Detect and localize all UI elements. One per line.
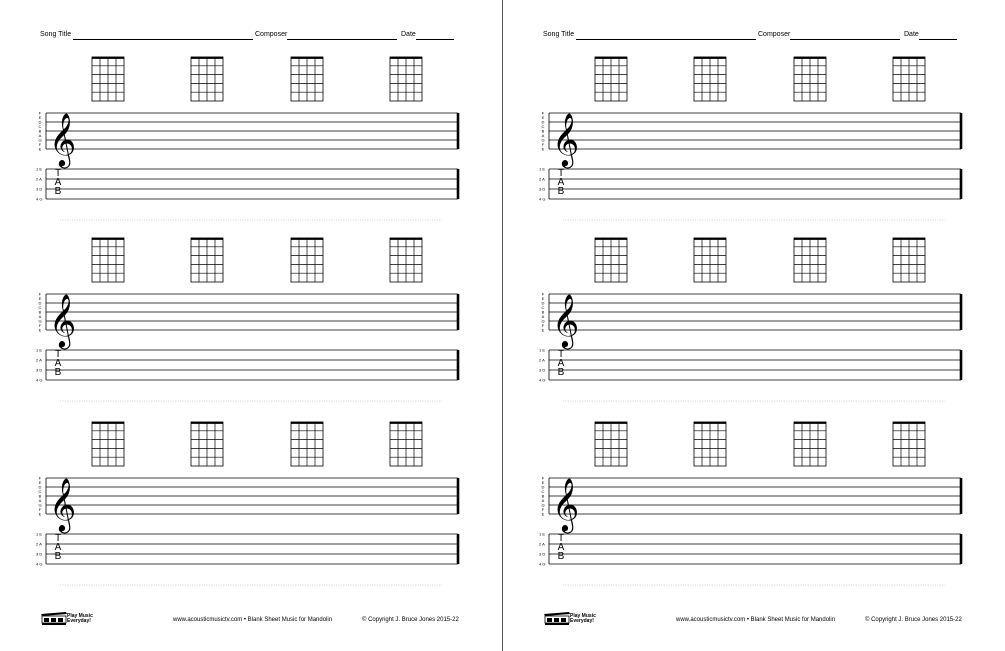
staff-note-label: C [541, 305, 545, 310]
staff-note-label: C [38, 124, 42, 129]
tab-string-label: 1 E [539, 347, 546, 353]
staff-note-label: F [541, 323, 545, 328]
staff-note-label: E [38, 327, 42, 333]
staff-note-label: A [38, 133, 42, 138]
composer-field[interactable] [790, 39, 900, 40]
staff-note-label: D [38, 484, 42, 490]
staff-note-label: G [38, 137, 42, 143]
tab-string-label: 2 A [36, 176, 42, 182]
staff-note-label: A [38, 498, 42, 503]
chord-diagram[interactable] [595, 238, 627, 282]
chord-diagram[interactable] [191, 422, 223, 466]
staff-note-label: E [541, 480, 545, 485]
chord-diagram[interactable] [694, 238, 726, 282]
composer-field[interactable] [287, 39, 397, 40]
page-header [0, 31, 502, 43]
tab-clef-letter: T [54, 533, 62, 544]
staff-note-label: D [541, 484, 545, 490]
tab-staff[interactable] [539, 532, 961, 567]
logo-text-everyday: Everyday! [67, 618, 91, 624]
music-system [0, 57, 502, 237]
tab-string-label: 2 A [539, 176, 545, 182]
chord-diagram[interactable] [291, 422, 323, 466]
chord-diagram[interactable] [794, 238, 826, 282]
staff-note-label: F [38, 291, 42, 297]
composer-label: Composer [255, 31, 288, 38]
date-label: Date [401, 31, 416, 38]
tab-clef-letter: T [557, 349, 565, 360]
tab-clef-letter: B [557, 186, 565, 197]
tab-clef-letter: A [557, 177, 565, 188]
tab-clef-letter: B [557, 367, 565, 378]
tab-clef-letter: B [54, 551, 62, 562]
tab-string-label: 4 G [36, 196, 43, 202]
tab-string-label: 3 D [539, 186, 546, 192]
staff-note-label: B [541, 128, 545, 134]
tab-string-label: 1 E [36, 347, 43, 353]
staff-note-label: G [38, 502, 42, 508]
song-title-label: Song Title [40, 31, 72, 38]
chord-diagram[interactable] [92, 238, 124, 282]
chord-diagram[interactable] [893, 422, 925, 466]
tab-clef-letter: T [54, 168, 62, 179]
chord-diagram[interactable] [595, 422, 627, 466]
chord-diagram[interactable] [595, 57, 627, 101]
staff-note-label: D [38, 300, 42, 306]
tab-string-label: 3 D [539, 367, 546, 373]
tab-clef-letter: T [54, 349, 62, 360]
tab-clef-letter: T [557, 533, 565, 544]
song-title-field[interactable] [576, 39, 756, 40]
page-footer [0, 610, 502, 630]
page-header [503, 31, 1005, 43]
tab-staff[interactable] [36, 532, 458, 567]
staff-note-label: A [541, 498, 545, 503]
staff-note-label: C [541, 124, 545, 129]
staff-note-label: F [541, 291, 545, 297]
tab-string-label: 4 G [36, 561, 43, 567]
staff-note-label: E [38, 146, 42, 152]
website-text[interactable]: www.acousticmusictv.com • Blank Sheet Music for Mandolin [676, 617, 836, 623]
chord-diagram[interactable] [291, 57, 323, 101]
tab-string-label: 3 D [36, 367, 43, 373]
staff-note-label: E [38, 296, 42, 301]
staff-note-label: E [541, 146, 545, 152]
chord-diagram[interactable] [694, 422, 726, 466]
music-system [503, 422, 1005, 602]
date-field[interactable] [416, 39, 454, 40]
tab-clef-letter: A [54, 358, 62, 369]
chord-diagram[interactable] [390, 57, 422, 101]
staff-note-label: C [38, 305, 42, 310]
tab-string-label: 1 E [539, 531, 546, 537]
treble-clef-icon: 𝄞 [49, 112, 77, 166]
music-system [0, 238, 502, 418]
staff-note-label: C [38, 489, 42, 494]
tab-string-label: 3 D [36, 186, 43, 192]
tab-string-label: 2 A [539, 541, 545, 547]
website-text[interactable]: www.acousticmusictv.com • Blank Sheet Music for Mandolin [173, 617, 333, 623]
staff-note-label: B [541, 493, 545, 499]
staff-note-label: F [541, 142, 545, 147]
chord-diagram[interactable] [893, 238, 925, 282]
staff-note-label: F [38, 475, 42, 481]
staff-note-label: G [38, 318, 42, 324]
staff-note-label: F [541, 475, 545, 481]
tab-clef-letter: B [557, 551, 565, 562]
tab-clef-letter: B [54, 367, 62, 378]
chord-diagram[interactable] [893, 57, 925, 101]
staff-note-label: G [541, 502, 545, 508]
tab-string-label: 1 E [36, 531, 43, 537]
tab-staff[interactable] [36, 167, 458, 202]
tab-clef-letter: T [557, 168, 565, 179]
chord-diagram[interactable] [794, 57, 826, 101]
tab-clef-letter: A [557, 542, 565, 553]
treble-staff[interactable] [38, 292, 458, 350]
tab-staff[interactable] [36, 348, 458, 383]
sheet-page-left [0, 0, 502, 651]
staff-note-label: B [38, 493, 42, 499]
tab-clef-letter: A [557, 358, 565, 369]
staff-note-label: F [38, 323, 42, 328]
chord-diagram[interactable] [390, 422, 422, 466]
chord-diagram[interactable] [191, 238, 223, 282]
staff-note-label: B [541, 309, 545, 315]
treble-clef-icon: 𝄞 [552, 477, 580, 531]
chord-diagram[interactable] [390, 238, 422, 282]
staff-note-label: C [541, 489, 545, 494]
composer-label: Composer [758, 31, 791, 38]
staff-note-label: A [38, 314, 42, 319]
tab-string-label: 2 A [539, 357, 545, 363]
staff-note-label: G [541, 318, 545, 324]
tab-clef-letter: B [54, 186, 62, 197]
music-system [503, 238, 1005, 418]
song-title-label: Song Title [543, 31, 575, 38]
date-label: Date [904, 31, 919, 38]
staff-note-label: E [541, 511, 545, 517]
staff-note-label: B [38, 128, 42, 134]
staff-note-label: F [541, 507, 545, 512]
logo-text-play-music: Play Music [570, 613, 596, 619]
tab-string-label: 4 G [539, 561, 546, 567]
treble-staff[interactable] [38, 111, 458, 169]
copyright-text: © Copyright J. Bruce Jones 2015-22 [865, 617, 962, 623]
tab-string-label: 4 G [539, 377, 546, 383]
staff-note-label: E [541, 296, 545, 301]
date-field[interactable] [919, 39, 957, 40]
chord-diagram[interactable] [92, 422, 124, 466]
page-footer [503, 610, 1005, 630]
staff-note-label: F [541, 110, 545, 116]
tab-clef-letter: A [54, 542, 62, 553]
music-system [0, 422, 502, 602]
play-music-everyday-logo [543, 610, 601, 630]
tab-string-label: 1 E [36, 166, 43, 172]
staff-note-label: E [38, 480, 42, 485]
staff-note-label: A [541, 314, 545, 319]
tab-string-label: 4 G [36, 377, 43, 383]
staff-note-label: F [38, 110, 42, 116]
tab-clef-letter: A [54, 177, 62, 188]
treble-staff[interactable] [541, 476, 961, 534]
staff-note-label: A [541, 133, 545, 138]
chord-diagram[interactable] [694, 57, 726, 101]
tab-string-label: 3 D [539, 551, 546, 557]
staff-note-label: E [541, 115, 545, 120]
staff-note-label: D [541, 300, 545, 306]
music-system [503, 57, 1005, 237]
staff-note-label: G [541, 137, 545, 143]
tab-staff[interactable] [539, 348, 961, 383]
staff-note-label: D [38, 119, 42, 125]
treble-staff[interactable] [38, 476, 458, 534]
treble-staff[interactable] [541, 292, 961, 350]
staff-note-label: D [541, 119, 545, 125]
treble-clef-icon: 𝄞 [49, 477, 77, 531]
song-title-field[interactable] [73, 39, 253, 40]
treble-clef-icon: 𝄞 [552, 112, 580, 166]
chord-diagram[interactable] [291, 238, 323, 282]
copyright-text: © Copyright J. Bruce Jones 2015-22 [362, 617, 459, 623]
chord-diagram[interactable] [92, 57, 124, 101]
staff-note-label: E [38, 115, 42, 120]
staff-note-label: E [541, 327, 545, 333]
treble-clef-icon: 𝄞 [49, 293, 77, 347]
tab-string-label: 4 G [539, 196, 546, 202]
treble-clef-icon: 𝄞 [552, 293, 580, 347]
staff-note-label: E [38, 511, 42, 517]
logo-text-everyday: Everyday! [570, 618, 594, 624]
staff-note-label: F [38, 142, 42, 147]
tab-string-label: 2 A [36, 357, 42, 363]
sheet-page-right [503, 0, 1005, 651]
treble-staff[interactable] [541, 111, 961, 169]
tab-string-label: 3 D [36, 551, 43, 557]
play-music-everyday-logo [40, 610, 98, 630]
logo-text-play-music: Play Music [67, 613, 93, 619]
tab-string-label: 1 E [539, 166, 546, 172]
tab-string-label: 2 A [36, 541, 42, 547]
tab-staff[interactable] [539, 167, 961, 202]
chord-diagram[interactable] [794, 422, 826, 466]
chord-diagram[interactable] [191, 57, 223, 101]
staff-note-label: B [38, 309, 42, 315]
staff-note-label: F [38, 507, 42, 512]
